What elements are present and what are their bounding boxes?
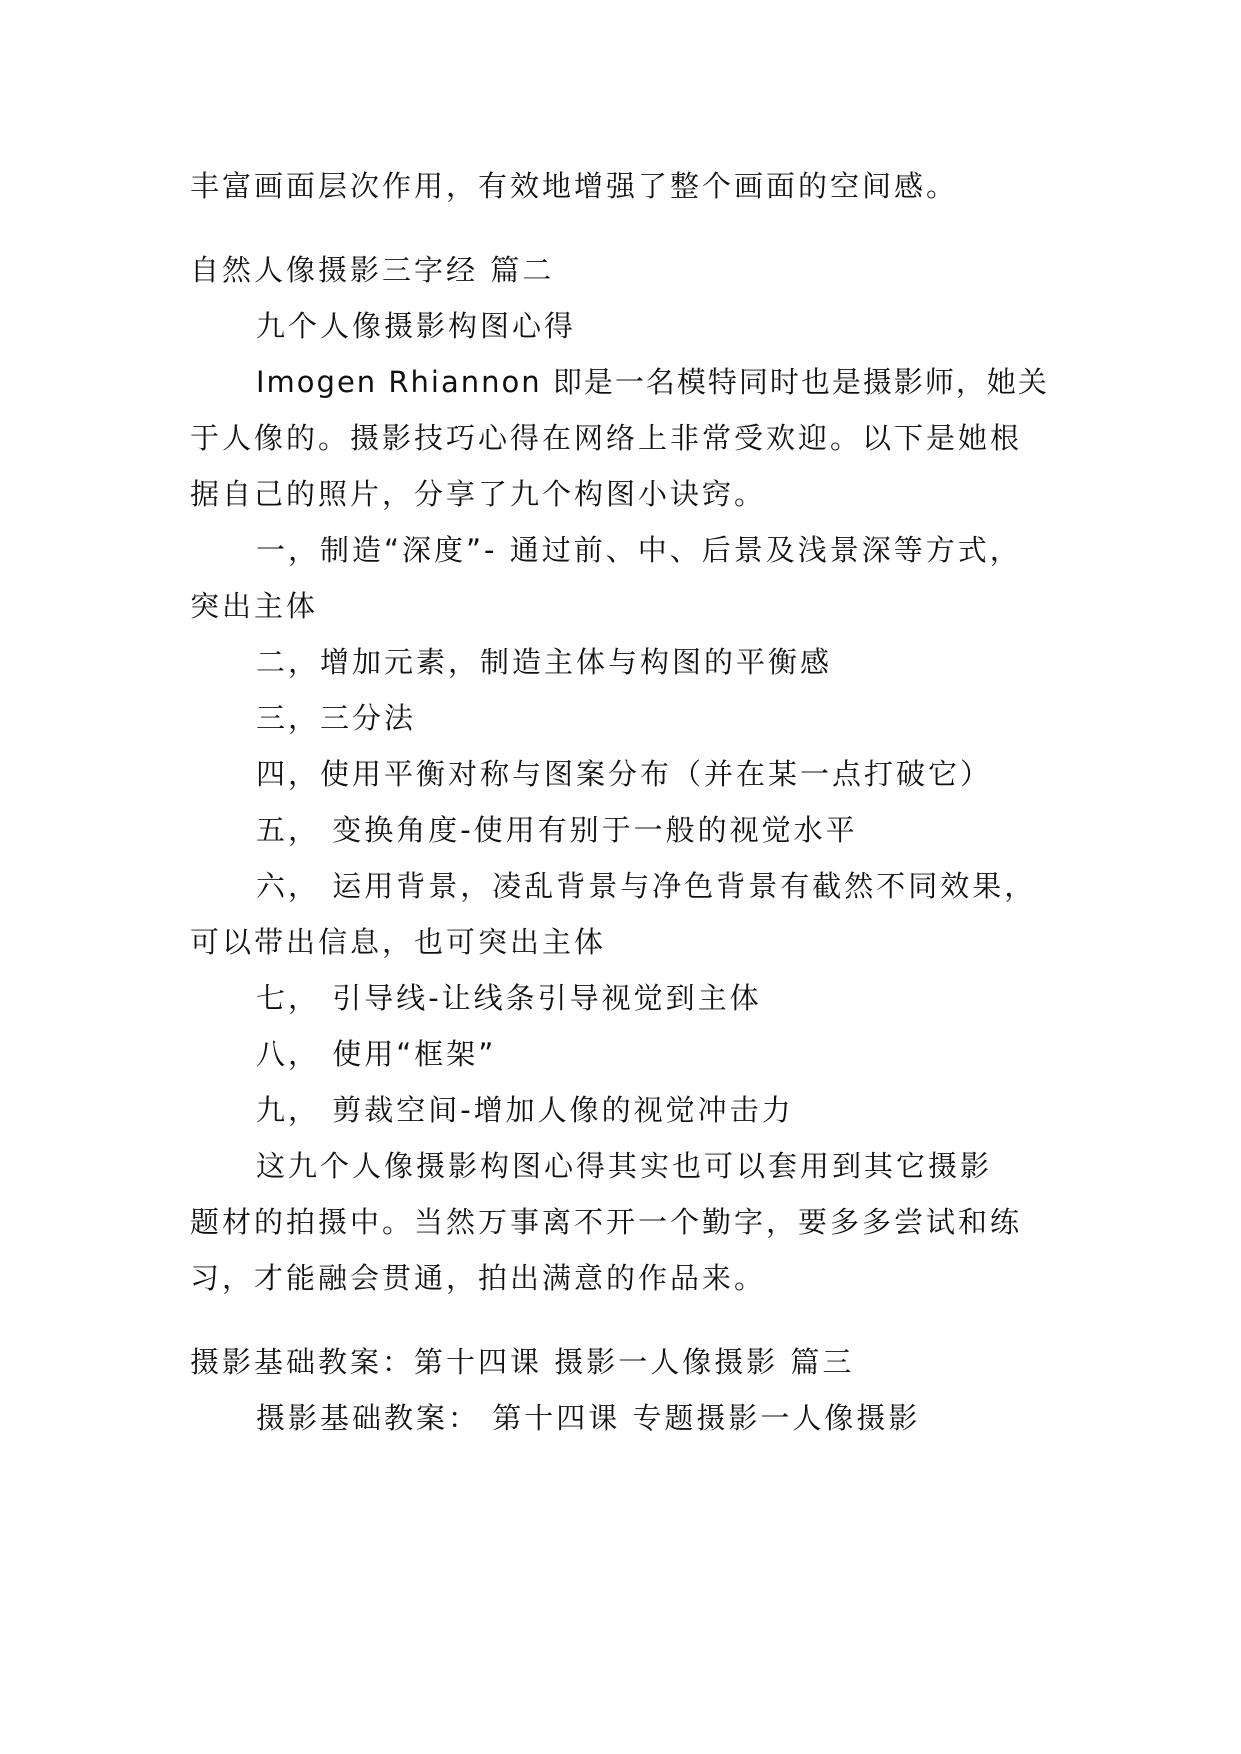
- list-item: 三，三分法: [256, 701, 417, 735]
- list-item: 二，增加元素，制造主体与构图的平衡感: [256, 645, 833, 679]
- section-subtitle: 摄影基础教案： 第十四课 专题摄影一人像摄影: [256, 1401, 921, 1435]
- paragraph-line: 这九个人像摄影构图心得其实也可以套用到其它摄影: [256, 1149, 993, 1183]
- list-item: 一，制造“深度”- 通过前、中、后景及浅景深等方式，: [256, 533, 1022, 567]
- list-item-continuation: 突出主体: [190, 589, 319, 623]
- list-item-continuation: 可以带出信息，也可突出主体: [190, 925, 607, 959]
- list-item: 八， 使用“框架”: [256, 1037, 497, 1071]
- list-item: 九， 剪裁空间-增加人像的视觉冲击力: [256, 1093, 794, 1127]
- list-item: 六， 运用背景，凌乱背景与净色背景有截然不同效果，: [256, 869, 1037, 903]
- paragraph-line: 习，才能融会贯通，拍出满意的作品来。: [190, 1261, 767, 1295]
- paragraph-line: 丰富画面层次作用，有效地增强了整个画面的空间感。: [190, 169, 959, 203]
- list-item: 五， 变换角度-使用有别于一般的视觉水平: [256, 813, 858, 847]
- section-heading: 自然人像摄影三字经 篇二: [190, 253, 555, 287]
- paragraph-line: 于人像的。摄影技巧心得在网络上非常受欢迎。以下是她根: [190, 421, 1023, 455]
- section-heading: 摄影基础教案：第十四课 摄影一人像摄影 篇三: [190, 1345, 855, 1379]
- paragraph-line: Imogen Rhiannon 即是一名模特同时也是摄影师，她关: [256, 365, 1049, 399]
- section-subtitle: 九个人像摄影构图心得: [256, 309, 577, 343]
- paragraph-line: 题材的拍摄中。当然万事离不开一个勤字，要多多尝试和练: [190, 1205, 1023, 1239]
- list-item: 七， 引导线-让线条引导视觉到主体: [256, 981, 762, 1015]
- paragraph-line: 据自己的照片，分享了九个构图小诀窍。: [190, 477, 767, 511]
- list-item: 四，使用平衡对称与图案分布（并在某一点打破它）: [256, 757, 993, 791]
